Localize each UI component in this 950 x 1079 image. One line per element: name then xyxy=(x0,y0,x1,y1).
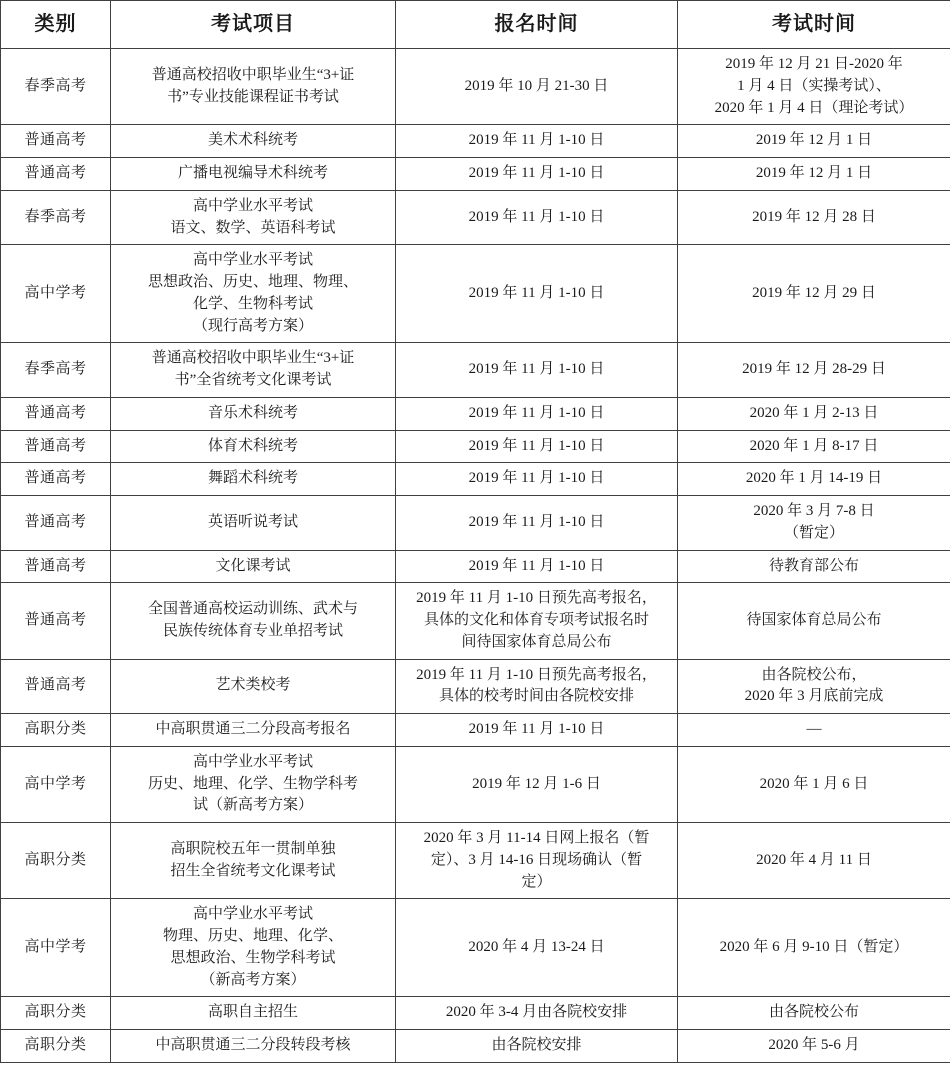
cell-line: 高中学业水平考试 xyxy=(192,252,313,269)
cell-line: 舞蹈术科统考 xyxy=(207,470,298,487)
cell-exam-item xyxy=(111,125,396,158)
cell-category: 春季高考 xyxy=(1,343,111,398)
table-row xyxy=(1,496,950,551)
cell-exam-time xyxy=(678,899,950,997)
cell-category: 高职分类 xyxy=(1,823,111,899)
column-header-exam-time: 考试时间 xyxy=(678,1,950,49)
cell-exam-item xyxy=(111,343,396,398)
cell-line: 具体的校考时间由各院校安排 xyxy=(438,688,634,705)
table-row xyxy=(1,659,950,714)
cell-line: 物理、历史、地理、化学、 xyxy=(162,928,343,944)
cell-registration-time xyxy=(396,343,678,398)
cell-exam-time xyxy=(678,714,950,747)
cell-line: 具体的文化和体育专项考试报名时 xyxy=(423,612,649,628)
cell-line: 英语听说考试 xyxy=(207,513,298,530)
cell-registration-time xyxy=(396,49,678,125)
cell-line: 待教育部公布 xyxy=(768,557,859,574)
cell-line: 2020 年 1 月 4 日（理论考试） xyxy=(714,99,914,116)
cell-exam-item xyxy=(111,397,396,430)
cell-exam-time xyxy=(678,245,950,343)
cell-line: 间待国家体育总局公布 xyxy=(461,633,612,650)
cell-exam-time xyxy=(678,823,950,899)
cell-exam-time xyxy=(678,430,950,463)
cell-line: 高职院校五年一贯制单独 xyxy=(170,840,336,857)
table-row xyxy=(1,430,950,463)
table-row xyxy=(1,397,950,430)
cell-line: 中高职贯通三二分段高考报名 xyxy=(155,721,351,737)
cell-exam-time xyxy=(678,746,950,822)
cell-exam-item xyxy=(111,245,396,343)
cell-line: 由各院校安排 xyxy=(491,1037,582,1053)
cell-category: 普通高考 xyxy=(1,583,111,659)
cell-line: 2019 年 11 月 1-10 日 xyxy=(468,132,605,149)
cell-line: 2019 年 11 月 1-10 日 xyxy=(468,470,605,487)
cell-exam-item xyxy=(111,823,396,899)
cell-line: 化学、生物科考试 xyxy=(192,295,313,312)
cell-exam-time xyxy=(678,1030,950,1063)
cell-registration-time xyxy=(396,463,678,496)
cell-exam-item xyxy=(111,1030,396,1063)
cell-line: 2019 年 12 月 29 日 xyxy=(752,284,876,301)
cell-line: 由各院校公布 xyxy=(768,1004,859,1021)
table-row xyxy=(1,1030,950,1063)
cell-line: 思想政治、历史、地理、物理、 xyxy=(147,274,358,290)
cell-category: 高中学考 xyxy=(1,899,111,997)
cell-line: 2019 年 12 月 1 日 xyxy=(755,132,873,149)
cell-line: 2019 年 11 月 1-10 日 xyxy=(468,284,605,301)
cell-line: 2019 年 12 月 28-29 日 xyxy=(742,361,886,378)
table-row xyxy=(1,997,950,1030)
table-row xyxy=(1,125,950,158)
cell-line: （新高考方案） xyxy=(200,971,306,988)
cell-exam-time xyxy=(678,550,950,583)
cell-line: 美术术科统考 xyxy=(207,132,298,149)
cell-line: 由各院校公布， xyxy=(761,666,867,683)
cell-line: 定）、3 月 14-16 日现场确认（暂 xyxy=(430,851,643,868)
cell-category: 普通高考 xyxy=(1,125,111,158)
cell-registration-time xyxy=(396,899,678,997)
cell-line: 2020 年 3-4 月由各院校安排 xyxy=(445,1004,628,1021)
column-header-registration-time: 报名时间 xyxy=(396,1,678,49)
cell-line: 2020 年 1 月 14-19 日 xyxy=(745,470,883,487)
cell-registration-time xyxy=(396,997,678,1030)
cell-line: 2020 年 3 月 11-14 日网上报名（暂 xyxy=(423,830,650,846)
cell-category: 普通高考 xyxy=(1,430,111,463)
cell-category: 高中学考 xyxy=(1,245,111,343)
cell-exam-time xyxy=(678,397,950,430)
cell-line: 高职自主招生 xyxy=(207,1004,298,1021)
table-row xyxy=(1,49,950,125)
cell-line: 2020 年 3 月 7-8 日 xyxy=(753,503,875,519)
cell-line: 2019 年 12 月 1 日 xyxy=(755,165,873,181)
cell-exam-item xyxy=(111,430,396,463)
cell-registration-time xyxy=(396,746,678,822)
cell-line: （现行高考方案） xyxy=(192,317,313,334)
cell-registration-time xyxy=(396,496,678,551)
table-body xyxy=(1,49,950,1063)
cell-line: 招生全省统考文化课考试 xyxy=(170,862,336,879)
cell-line: — xyxy=(806,721,822,737)
cell-line: 2019 年 12 月 28 日 xyxy=(752,208,876,225)
cell-line: 2020 年 1 月 2-13 日 xyxy=(749,404,879,421)
cell-exam-time xyxy=(678,463,950,496)
cell-category: 高职分类 xyxy=(1,714,111,747)
cell-exam-time xyxy=(678,997,950,1030)
table-header-row xyxy=(1,1,950,49)
cell-category: 高职分类 xyxy=(1,1030,111,1063)
cell-line: 2019 年 12 月 21 日-2020 年 xyxy=(725,56,903,72)
cell-exam-item xyxy=(111,496,396,551)
table-row xyxy=(1,550,950,583)
cell-line: 待国家体育总局公布 xyxy=(746,612,882,628)
cell-registration-time xyxy=(396,430,678,463)
cell-line: 定） xyxy=(521,873,552,890)
cell-category: 普通高考 xyxy=(1,463,111,496)
cell-line: 2019 年 11 月 1-10 日 xyxy=(468,721,605,737)
cell-line: 2019 年 12 月 1-6 日 xyxy=(472,775,601,792)
cell-exam-item xyxy=(111,997,396,1030)
cell-category: 普通高考 xyxy=(1,659,111,714)
cell-line: 广播电视编导术科统考 xyxy=(177,165,328,181)
cell-line: 文化课考试 xyxy=(215,557,291,574)
cell-exam-time xyxy=(678,125,950,158)
cell-exam-item xyxy=(111,463,396,496)
cell-line: 2019 年 11 月 1-10 日 xyxy=(468,361,605,378)
cell-exam-item xyxy=(111,899,396,997)
cell-line: 2019 年 10 月 21-30 日 xyxy=(464,77,609,94)
cell-exam-item xyxy=(111,190,396,245)
cell-exam-time xyxy=(678,659,950,714)
table-row xyxy=(1,245,950,343)
cell-exam-item xyxy=(111,550,396,583)
cell-line: 音乐术科统考 xyxy=(207,404,298,421)
cell-exam-item xyxy=(111,583,396,659)
table-row xyxy=(1,158,950,191)
cell-exam-item xyxy=(111,746,396,822)
cell-category: 普通高考 xyxy=(1,158,111,191)
cell-exam-item xyxy=(111,158,396,191)
cell-registration-time xyxy=(396,659,678,714)
cell-category: 高中学考 xyxy=(1,746,111,822)
cell-line: 2020 年 3 月底前完成 xyxy=(744,688,884,705)
table-header xyxy=(1,1,950,49)
cell-line: 书”专业技能课程证书考试 xyxy=(167,88,339,105)
cell-registration-time xyxy=(396,550,678,583)
cell-registration-time xyxy=(396,1030,678,1063)
table-row xyxy=(1,583,950,659)
cell-line: 2019 年 11 月 1-10 日 xyxy=(468,557,605,574)
cell-line: 思想政治、生物学科考试 xyxy=(170,949,336,966)
table-row xyxy=(1,463,950,496)
column-header-category: 类别 xyxy=(1,1,111,49)
cell-registration-time xyxy=(396,823,678,899)
cell-exam-time xyxy=(678,496,950,551)
cell-exam-time xyxy=(678,343,950,398)
cell-line: 高中学业水平考试 xyxy=(192,197,313,214)
cell-category: 春季高考 xyxy=(1,49,111,125)
cell-line: 高中学业水平考试 xyxy=(192,753,313,770)
cell-exam-time xyxy=(678,583,950,659)
table-row xyxy=(1,899,950,997)
cell-line: 语文、数学、英语科考试 xyxy=(170,219,336,236)
cell-category: 普通高考 xyxy=(1,550,111,583)
cell-line: 2020 年 1 月 8-17 日 xyxy=(749,437,879,454)
cell-line: 2019 年 11 月 1-10 日 xyxy=(468,165,605,181)
cell-line: （暂定） xyxy=(783,524,844,541)
cell-registration-time xyxy=(396,397,678,430)
cell-line: 中高职贯通三二分段转段考核 xyxy=(155,1037,351,1053)
cell-line: 2020 年 4 月 13-24 日 xyxy=(468,938,605,955)
cell-line: 2019 年 11 月 1-10 日 xyxy=(468,437,605,454)
table-row xyxy=(1,714,950,747)
cell-line: 民族传统体育专业单招考试 xyxy=(162,622,343,639)
table-row xyxy=(1,746,950,822)
cell-registration-time xyxy=(396,190,678,245)
table-row xyxy=(1,190,950,245)
cell-line: 书”全省统考文化课考试 xyxy=(174,372,332,388)
cell-category: 普通高考 xyxy=(1,397,111,430)
cell-category: 春季高考 xyxy=(1,190,111,245)
cell-line: 高中学业水平考试 xyxy=(192,906,313,923)
column-header-exam-item: 考试项目 xyxy=(111,1,396,49)
cell-registration-time xyxy=(396,245,678,343)
cell-line: 2020 年 5-6 月 xyxy=(768,1037,860,1053)
table-row xyxy=(1,823,950,899)
cell-line: 2019 年 11 月 1-10 日 xyxy=(468,404,605,421)
cell-line: 1 月 4 日（实操考试）、 xyxy=(737,77,891,94)
cell-exam-time xyxy=(678,49,950,125)
cell-line: 2019 年 11 月 1-10 日预先高考报名， xyxy=(416,590,657,607)
cell-line: 试（新高考方案） xyxy=(192,797,313,814)
cell-registration-time xyxy=(396,714,678,747)
cell-exam-item xyxy=(111,49,396,125)
cell-exam-item xyxy=(111,659,396,714)
cell-line: 全国普通高校运动训练、武术与 xyxy=(147,601,358,618)
cell-line: 2019 年 11 月 1-10 日 xyxy=(468,513,605,530)
table-row xyxy=(1,343,950,398)
cell-line: 2019 年 11 月 1-10 日 xyxy=(468,208,605,225)
cell-line: 艺术类校考 xyxy=(215,677,291,694)
cell-exam-time xyxy=(678,190,950,245)
cell-registration-time xyxy=(396,158,678,191)
cell-category: 高职分类 xyxy=(1,997,111,1030)
cell-line: 2020 年 1 月 6 日 xyxy=(759,775,869,792)
cell-line: 2020 年 4 月 11 日 xyxy=(756,851,872,868)
cell-category: 普通高考 xyxy=(1,496,111,551)
cell-line: 历史、地理、化学、生物学科考 xyxy=(147,775,358,792)
cell-line: 普通高校招收中职毕业生“3+证 xyxy=(151,350,355,367)
cell-exam-time xyxy=(678,158,950,191)
cell-registration-time xyxy=(396,583,678,659)
cell-line: 2020 年 6 月 9-10 日（暂定） xyxy=(719,938,909,955)
cell-line: 体育术科统考 xyxy=(207,437,298,454)
cell-exam-item xyxy=(111,714,396,747)
cell-registration-time xyxy=(396,125,678,158)
cell-line: 普通高校招收中职毕业生“3+证 xyxy=(151,66,355,83)
cell-line: 2019 年 11 月 1-10 日预先高考报名， xyxy=(416,666,657,683)
